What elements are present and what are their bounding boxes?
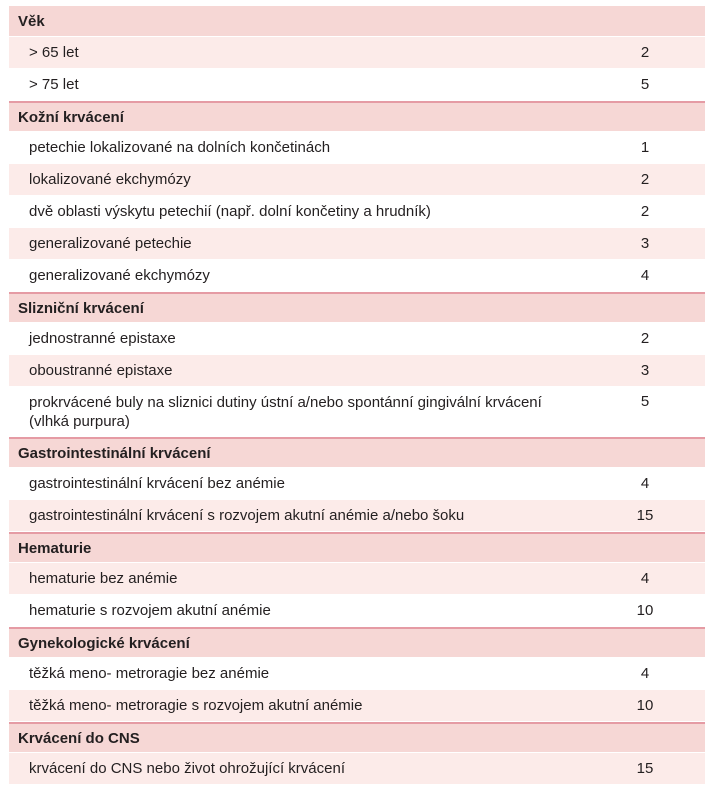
table-row — [9, 260, 705, 292]
row-score: 10 — [636, 697, 654, 714]
table-row — [9, 753, 705, 785]
row-score: 2 — [640, 44, 650, 61]
section-header-hematuria — [9, 532, 705, 563]
table-row — [9, 196, 705, 228]
row-score: 4 — [640, 267, 650, 284]
row-label: gastrointestinální krvácení bez anémie — [29, 475, 285, 492]
row-label: těžká meno- metroragie bez anémie — [29, 665, 270, 682]
row-score: 10 — [636, 602, 654, 619]
section-header-skin-bleeding — [9, 101, 705, 132]
table-row — [9, 563, 705, 595]
section-header-mucosal-bleeding — [9, 292, 705, 323]
section-title: Gastrointestinální krvácení — [18, 444, 211, 462]
row-score: 5 — [640, 76, 650, 93]
row-score: 4 — [640, 665, 650, 682]
section-header-gynecological-bleeding — [9, 627, 705, 658]
row-label: hematurie s rozvojem akutní anémie — [29, 602, 271, 619]
row-score: 5 — [640, 393, 650, 410]
row-score: 15 — [636, 760, 654, 777]
row-score: 3 — [640, 235, 650, 252]
table-row — [9, 658, 705, 690]
row-label: krvácení do CNS nebo život ohrožující krvácení — [29, 760, 345, 777]
bleeding-score-table — [9, 6, 705, 785]
section-title: Gynekologické krvácení — [18, 634, 190, 652]
table-row — [9, 37, 705, 69]
row-label: > 65 let — [29, 44, 79, 61]
table-row — [9, 132, 705, 164]
row-score: 2 — [640, 171, 650, 188]
row-score: 15 — [636, 507, 654, 524]
row-label: petechie lokalizované na dolních končetinách — [29, 139, 331, 156]
row-score: 2 — [640, 203, 650, 220]
section-title: Věk — [18, 12, 45, 30]
row-score: 4 — [640, 570, 650, 587]
row-label: jednostranné epistaxe — [29, 330, 176, 347]
table-row — [9, 69, 705, 101]
section-title: Hematurie — [18, 539, 92, 557]
table-row — [9, 595, 705, 627]
row-label: lokalizované ekchymózy — [29, 171, 191, 188]
row-score: 4 — [640, 475, 650, 492]
section-title: Slizniční krvácení — [18, 299, 144, 317]
table-row — [9, 355, 705, 387]
section-title: Krvácení do CNS — [18, 729, 140, 747]
section-header-age — [9, 6, 705, 37]
section-header-cns-bleeding — [9, 722, 705, 753]
section-header-gi-bleeding — [9, 437, 705, 468]
table-row — [9, 387, 705, 437]
section-title: Kožní krvácení — [18, 108, 124, 126]
table-row — [9, 323, 705, 355]
row-label: hematurie bez anémie — [29, 570, 178, 587]
row-label: oboustranné epistaxe — [29, 362, 173, 379]
row-score: 2 — [640, 330, 650, 347]
row-score: 3 — [640, 362, 650, 379]
row-label: dvě oblasti výskytu petechií (např. dolní končetiny a hrudník) — [29, 203, 431, 220]
row-label: generalizované petechie — [29, 235, 192, 252]
table-row — [9, 228, 705, 260]
row-label: generalizované ekchymózy — [29, 267, 210, 284]
table-row — [9, 468, 705, 500]
row-label: prokrvácené buly na sliznici dutiny ústní a/nebo spontánní gingivální krvácení (vlhká purpura) — [29, 394, 542, 430]
table-row — [9, 690, 705, 722]
row-label: těžká meno- metroragie s rozvojem akutní anémie — [29, 697, 363, 714]
table-row — [9, 500, 705, 532]
row-label: gastrointestinální krvácení s rozvojem akutní anémie a/nebo šoku — [29, 507, 465, 524]
row-label: > 75 let — [29, 76, 79, 93]
table-row — [9, 164, 705, 196]
row-score: 1 — [640, 139, 650, 156]
